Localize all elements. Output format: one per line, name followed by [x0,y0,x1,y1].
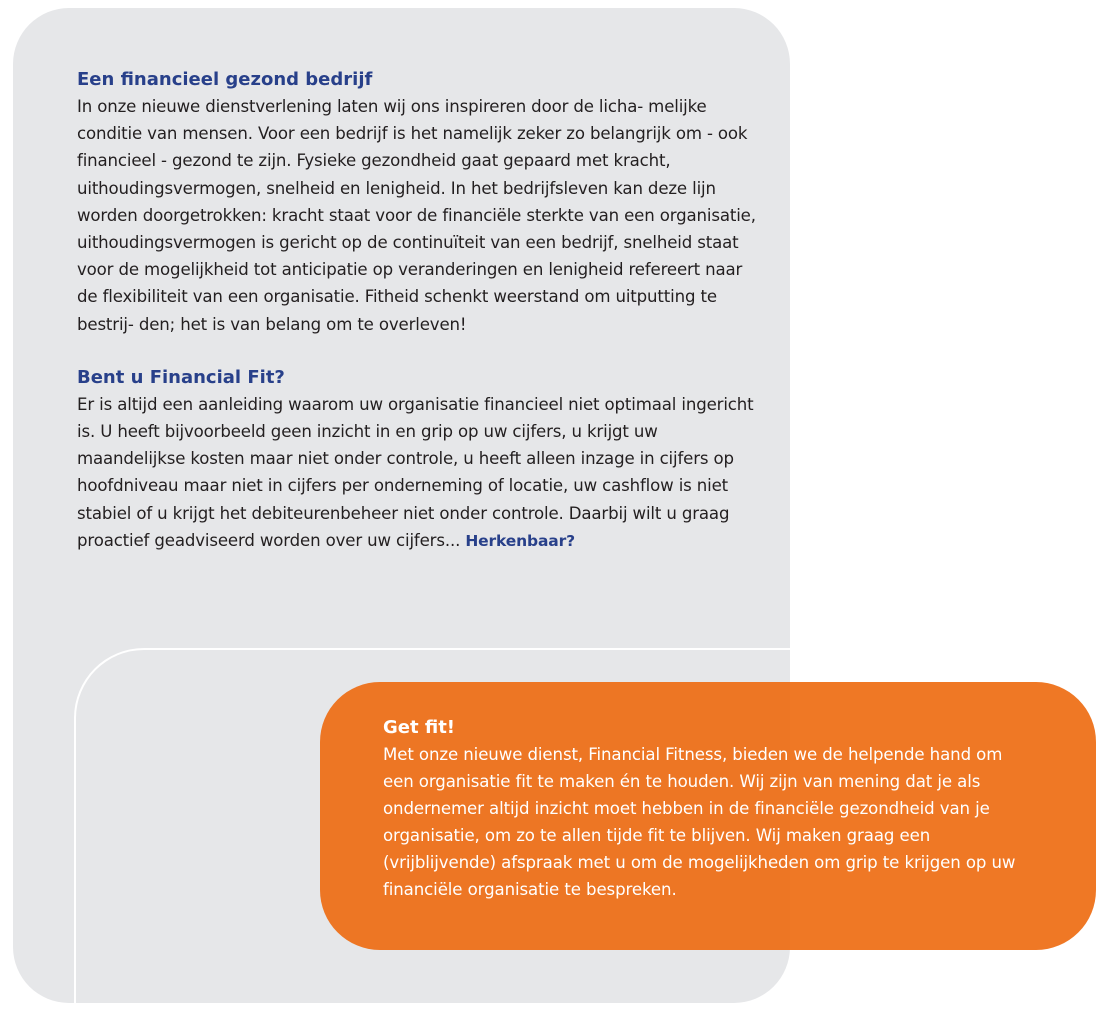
herkenbaar-highlight: Herkenbaar? [465,531,575,550]
financial-fit-text: Er is altijd een aanleiding waarom uw organisatie financieel niet optimaal ingericht is. U heeft bijvoorbeeld geen inzicht in en grip op uw cijfers, u krijgt uw maandelijkse kosten maar niet onder controle, u heeft alleen inzage in cijfers op hoofdniveau maar niet in cijfers per onderneming of locatie, uw cashflow is niet stabiel of u krijgt het debiteurenbeheer niet onder controle. Daarbij wilt u graag proactief geadviseerd worden over uw cijfers... [77,394,754,550]
section-body-financial-fit [77,391,757,555]
get-fit-callout-content [383,714,1033,903]
section-body-gezond-bedrijf: In onze nieuwe dienstverlening laten wij ons inspireren door de licha- melijke conditie van mensen. Voor een bedrijf is het namelijk zeker zo belangrijk om - ook financieel - gezond te zijn. Fysieke gezondheid gaat gepaard met kracht, uithoudingsvermogen, snelheid en lenigheid. In het bedrijfsleven kan deze lijn worden doorgetrokken: kracht staat voor de financiële sterkte van een organisatie, uithoudingsvermogen is gericht op de continuïteit van een bedrijf, snelheid staat voor de mogelijkheid tot anticipatie op veranderingen en lenigheid refereert naar de flexibiliteit van een organisatie. Fitheid schenkt weerstand om uitputting te bestrij- den; het is van belang om te overleven! [77,97,756,334]
callout-heading: Get fit! [383,717,456,738]
main-content [77,66,757,555]
section-heading-financial-fit: Bent u Financial Fit? [77,366,285,388]
section-heading-gezond-bedrijf: Een financieel gezond bedrijf [77,69,373,90]
callout-body: Met onze nieuwe dienst, Financial Fitness, bieden we de helpende hand om een organisatie fit te maken én te houden. Wij zijn van mening dat je als ondernemer altijd inzicht moet hebben in de financiële gezondheid van je organisatie, om zo te allen tijde fit te blijven. Wij maken graag een (vrijblijvende) afspraak met u om de mogelijkheden om grip te krijgen op uw financiële organisatie te bespreken. [383,745,1016,899]
